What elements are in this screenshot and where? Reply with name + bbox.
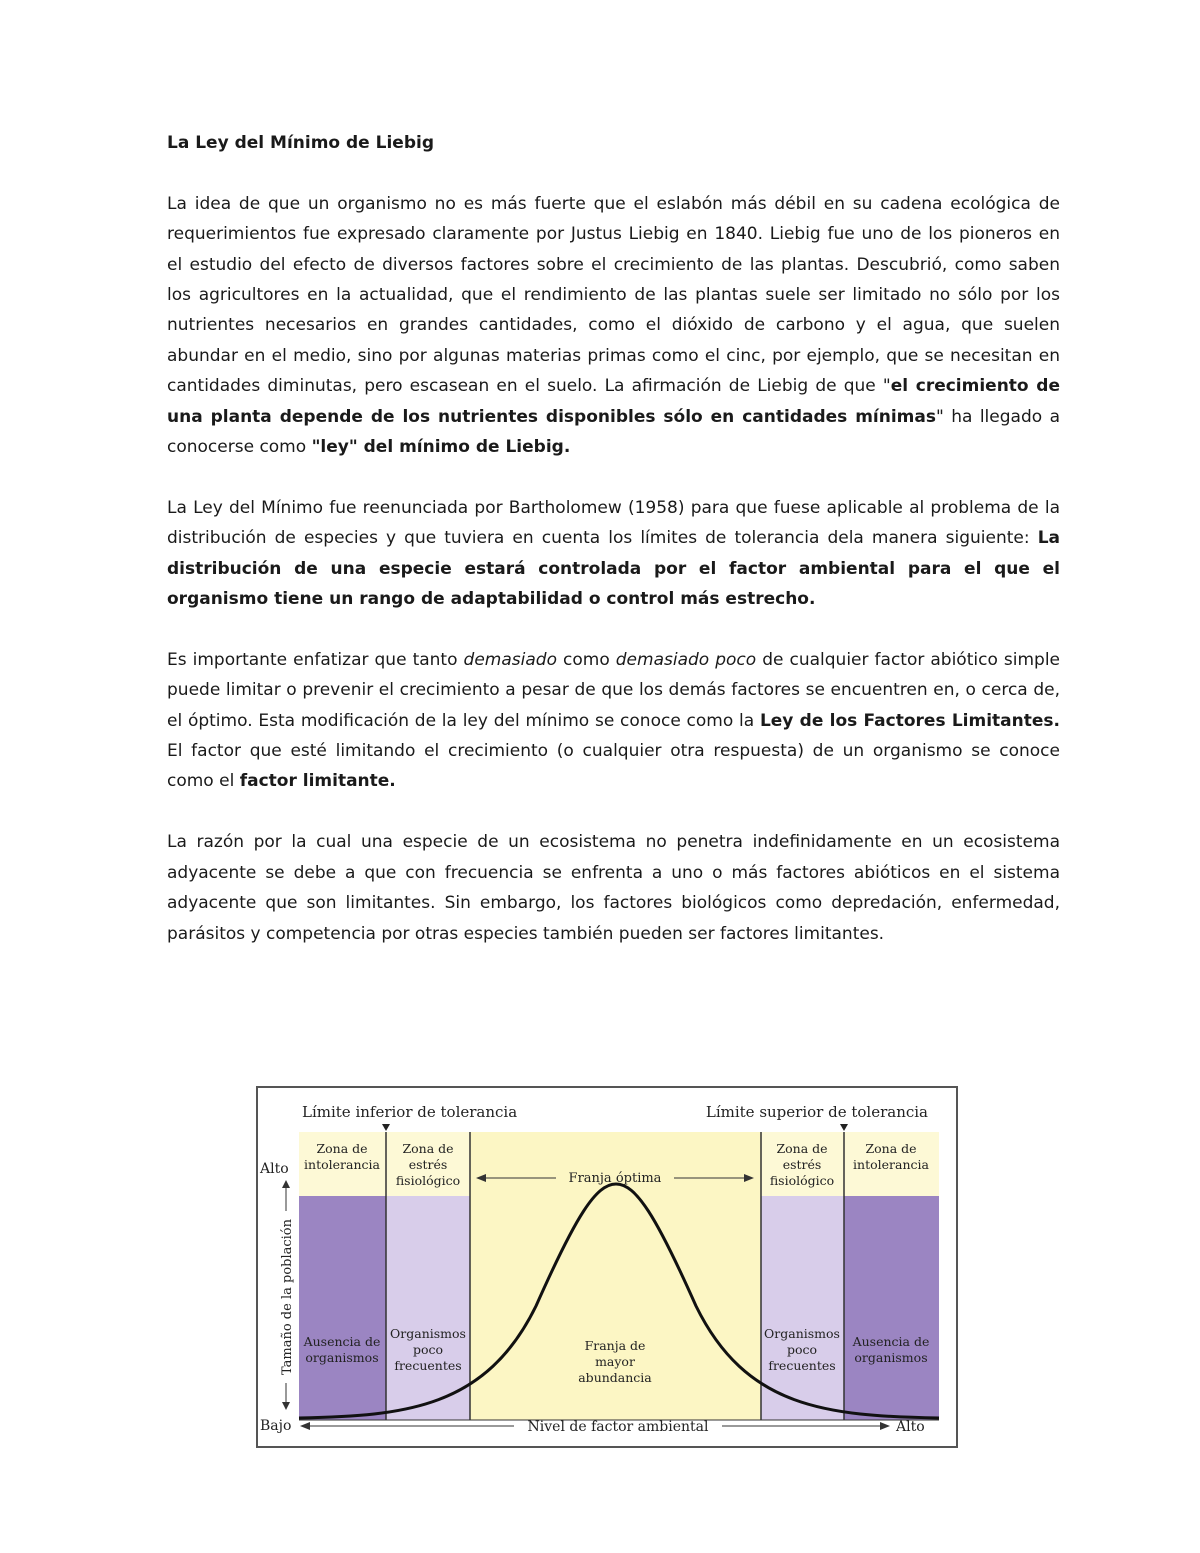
p3-bold-law: Ley de los Factores Limitantes. <box>759 710 1060 731</box>
zone-label-stress-left-2: estrés <box>408 1157 448 1172</box>
infrequent-left-1: Organismos <box>390 1326 466 1341</box>
x-axis-label: Nivel de factor ambiental <box>527 1419 709 1435</box>
lower-limit-label: Límite inferior de tolerancia <box>302 1103 518 1121</box>
optimal-range-label: Franja óptima <box>568 1171 662 1186</box>
p3-text-c: como <box>556 649 616 670</box>
p3-bold-factor: factor limitante. <box>239 771 396 792</box>
abundance-3: abundancia <box>578 1370 652 1385</box>
y-axis-high: Alto <box>260 1161 289 1177</box>
p1-bold-law: "ley" del mínimo de Liebig. <box>311 437 571 458</box>
p2-text-a: La Ley del Mínimo fue reenunciada por Bartholomew (1958) para que fuese aplicable al problema de la distribución de especies y que tuviera en cuenta los límites de tolerancia dela manera siguiente: <box>167 497 1060 549</box>
zone-label-stress-left-1: Zona de <box>402 1141 454 1156</box>
zone-label-intolerance-left-2: intolerancia <box>304 1157 380 1172</box>
zone-right-intolerance <box>844 1196 939 1420</box>
infrequent-left-3: frecuentes <box>394 1358 462 1373</box>
abundance-2: mayor <box>595 1354 635 1369</box>
zone-right-stress <box>761 1196 844 1420</box>
infrequent-right-3: frecuentes <box>768 1358 836 1373</box>
zone-left-stress <box>386 1196 470 1420</box>
zone-label-stress-right-3: fisiológico <box>769 1173 835 1188</box>
zone-label-intolerance-right-2: intolerancia <box>853 1157 929 1172</box>
document-body <box>167 128 1060 979</box>
p1-text-a: La idea de que un organismo no es más fuerte que el eslabón más débil en su cadena ecológica de requerimientos fue expresado claramente por Justus Liebig en 1840. Liebig fue uno de los pioneros en el estudio del efecto de diversos factores sobre el crecimiento de las plantas. Descubrió, como saben los agricultores en la actualidad, que el rendimiento de las plantas suele ser limitado no sólo por los nutrientes necesarios en grandes cantidades, como el dióxido de carbono y el agua, que suelen abundar en el medio, sino por algunas materias primas como el cinc, por ejemplo, que se necesitan en cantidades diminutas, pero escasean en el suelo. La afirmación de Liebig de que " <box>167 193 1060 397</box>
paragraph-1 <box>167 189 1060 463</box>
tolerance-figure <box>256 1086 958 1448</box>
x-axis-high: Alto <box>896 1419 925 1435</box>
upper-limit-label: Límite superior de tolerancia <box>705 1103 928 1121</box>
paragraph-2 <box>167 493 1060 615</box>
paragraph-3 <box>167 645 1060 797</box>
p3-italic-too-much: demasiado <box>463 649 557 670</box>
zone-label-stress-left-3: fisiológico <box>395 1173 461 1188</box>
abundance-1: Franja de <box>584 1338 646 1353</box>
absence-left-1: Ausencia de <box>303 1334 381 1349</box>
y-axis-low: Bajo <box>260 1418 292 1434</box>
paragraph-4: La razón por la cual una especie de un ecosistema no penetra indefinidamente en un ecosistema adyacente se debe a que con frecuencia se enfrenta a uno o más factores abióticos en el sistema adyacente que son limitantes. Sin embargo, los factores biológicos como depredación, enfermedad, parásitos y competencia por otras especies también pueden ser factores limitantes. <box>167 832 1060 944</box>
p3-text-a: Es importante enfatizar que tanto <box>167 649 464 670</box>
absence-right-2: organismos <box>854 1350 928 1365</box>
p3-italic-too-little: demasiado poco <box>615 649 757 670</box>
infrequent-left-2: poco <box>412 1342 444 1357</box>
infrequent-right-1: Organismos <box>764 1326 840 1341</box>
zone-label-stress-right-2: estrés <box>782 1157 822 1172</box>
zone-left-intolerance <box>299 1196 386 1420</box>
absence-left-2: organismos <box>305 1350 379 1365</box>
y-axis-label: Tamaño de la población <box>280 1218 295 1376</box>
absence-right-1: Ausencia de <box>852 1334 930 1349</box>
infrequent-right-2: poco <box>786 1342 818 1357</box>
tolerance-diagram <box>256 1086 958 1448</box>
document-title: La Ley del Mínimo de Liebig <box>167 133 434 153</box>
p1-text-c: " ha llegado a conocerse como <box>167 406 1060 458</box>
zone-label-intolerance-right-1: Zona de <box>865 1141 917 1156</box>
p2-bold-statement: La distribución de una especie estará controlada por el factor ambiental para el que el organismo tiene un rango de adaptabilidad o control más estrecho. <box>167 528 1060 610</box>
zone-label-stress-right-1: Zona de <box>776 1141 828 1156</box>
p3-text-g: El factor que esté limitando el crecimiento (o cualquier otra respuesta) de un organismo se conoce como el <box>167 741 1060 792</box>
zone-label-intolerance-left-1: Zona de <box>316 1141 368 1156</box>
p1-bold-quote: el crecimiento de una planta depende de los nutrientes disponibles sólo en cantidades mínimas <box>167 376 1060 427</box>
p3-text-e: de cualquier factor abiótico simple puede limitar o prevenir el crecimiento a pesar de que los demás factores se encuentren en, o cerca de, el óptimo. Esta modificación de la ley del mínimo se conoce como la <box>167 649 1060 731</box>
